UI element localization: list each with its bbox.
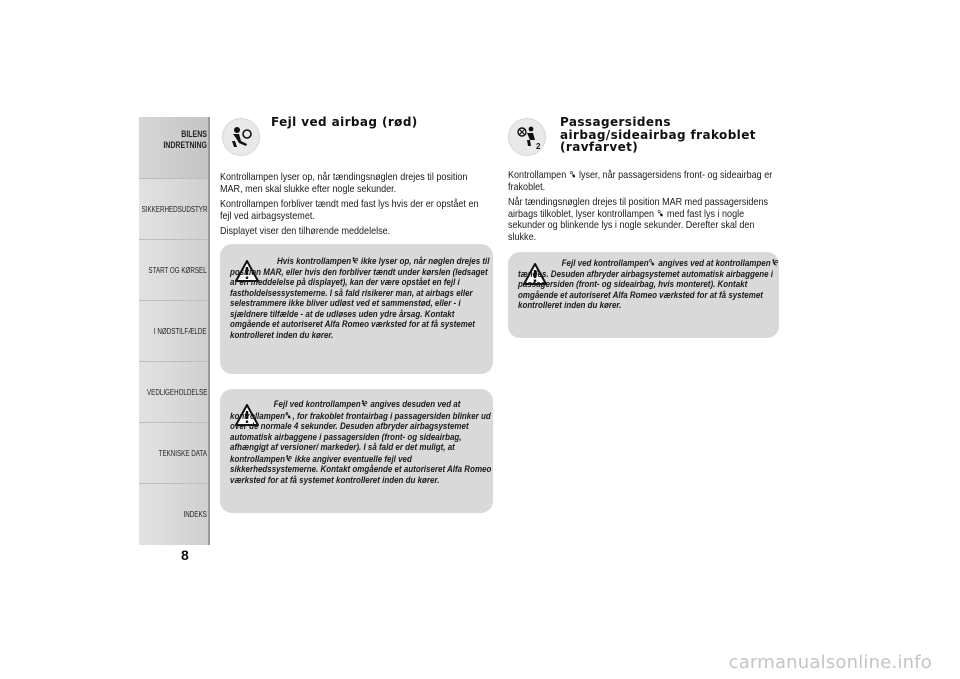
page-number: 8 xyxy=(181,547,189,563)
sidebar-item-i-nodstilfaelde[interactable] xyxy=(139,301,210,362)
heading-airbag-fault: Fejl ved airbag (rød) xyxy=(271,115,418,129)
watermark: carmanualsonline.info xyxy=(728,652,932,673)
warning-text: Hvis kontrollampen ikke lyser op, når nøglen drejes til position MAR, eller hvis den forbliver tændt under kørslen (ledsaget af en meddelelse på displayet), kan der være opstået en fejl i fastholdelsessystemerne. I så fald risikerer man, at airbags eller selestrammere ikke bliver udløst ved et sammenstød, eller - i sjældnere tilfælde - at de udløses uden ydre årsag. Kontakt omgående et autoriseret Alfa Romeo værksted for at få systemet kontrolleret inden du kører. xyxy=(230,256,490,341)
sidebar-item-sikkerhedsudstyr[interactable] xyxy=(139,179,210,240)
sidebar-item-label: INDEKS xyxy=(183,510,207,519)
sidebar-item-indeks[interactable] xyxy=(139,484,210,545)
sidebar-item-label: I NØDSTILFÆLDE xyxy=(154,327,207,336)
warning-box-1 xyxy=(220,244,493,374)
sidebar-item-label: VEDLIGEHOLDELSE xyxy=(146,388,207,397)
chapter-sidebar xyxy=(139,117,210,545)
sidebar-item-label: TEKNISKE DATA xyxy=(158,449,207,458)
icon-subscript: 2 xyxy=(536,142,541,151)
sidebar-item-start-og-korsel[interactable] xyxy=(139,240,210,301)
sidebar-item-label: BILENS INDRETNING xyxy=(163,129,207,150)
paragraph: Kontrollampen lyser op, når tændingsnøglen drejes til position MAR, men skal slukke efter nogle sekunder. xyxy=(220,171,468,195)
passenger-airbag-off-icon xyxy=(657,209,665,218)
paragraph: Kontrollampen lyser, når passagersidens front- og sideairbag er frakoblet. xyxy=(508,169,773,193)
sidebar-divider xyxy=(208,117,210,545)
warning-box-3 xyxy=(508,252,779,338)
sidebar-item-label: SIKKERHEDSUDSTYR xyxy=(141,205,207,214)
warning-text: Fejl ved kontrollampen angives ved at kontrollampen tændes. Desuden afbryder airbagsystemet automatisk airbaggene i passagersiden (front- og sideairbag, hvis monteret). Kontakt omgående et autoriseret Alfa Romeo værksted for at få systemet kontrolleret inden du kører. xyxy=(518,258,780,312)
heading-passenger-airbag-off: Passagersidens airbag/sideairbag frakoblet (ravfarvet) xyxy=(560,115,756,154)
sidebar-item-bilens-indretning[interactable] xyxy=(139,117,210,179)
passenger-airbag-off-icon xyxy=(569,170,577,179)
sidebar-item-vedligeholdelse[interactable] xyxy=(139,362,210,423)
paragraph: Når tændingsnøglen drejes til position MAR med passagersidens airbags tilkoblet, lyser kontrollampen med fast lys i nogle sekunder og blinkende lys i nogle sekunder. Derefter skal den slukke. xyxy=(508,196,769,243)
left-body xyxy=(220,172,492,242)
warning-text: Fejl ved kontrollampen angives desuden ved at kontrollampen , for frakoblet frontairbag i passagersiden blinker ud over de normale 4 sekunder. Desuden afbryder airbagsystemet automatisk airbaggene i passagersiden (front- og sideairbag, afhængigt af versioner/ markeder). I så fald er det muligt, at kontrollampen ikke angiver eventuelle fejl ved sikkerhedssystemerne. Kontakt omgående et autoriseret Alfa Romeo værksted for at få systemet kontrolleret inden du kører. xyxy=(230,399,492,486)
passenger-airbag-off-icon xyxy=(508,118,546,156)
right-body xyxy=(508,170,783,247)
airbag-warning-icon xyxy=(222,118,260,156)
sidebar-item-tekniske-data[interactable] xyxy=(139,423,210,484)
warning-box-2 xyxy=(220,389,493,513)
airbag-warning-icon xyxy=(351,256,359,265)
airbag-warning-icon xyxy=(771,258,779,267)
paragraph: Displayet viser den tilhørende meddelelse. xyxy=(220,225,391,237)
paragraph: Kontrollampen forbliver tændt med fast lys hvis der er opstået en fejl ved airbagsystemet. xyxy=(220,198,479,222)
sidebar-item-label: START OG KØRSEL xyxy=(148,266,207,275)
